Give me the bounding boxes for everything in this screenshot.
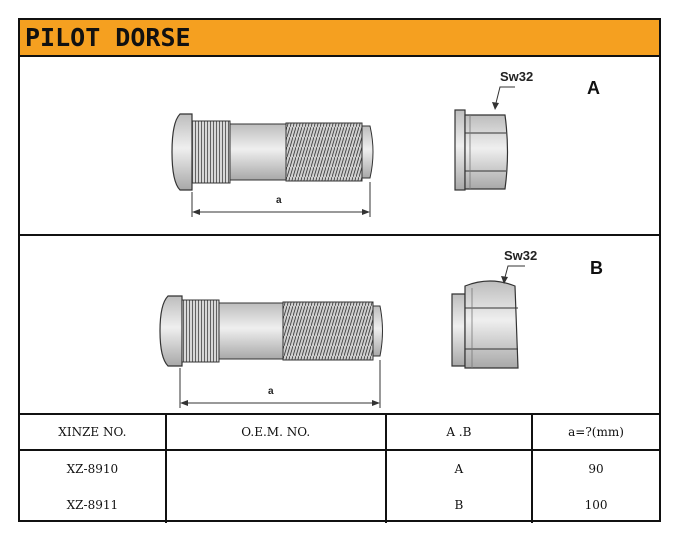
header-type: A .B [386,415,532,450]
header-length: a=?(mm) [532,415,659,450]
drawing-panel-a [20,57,659,236]
drawing-panel-b [20,236,659,415]
cell-type: A [386,450,532,487]
product-sheet [18,18,661,522]
nut-size-label-b: Sw32 [504,248,538,263]
cell-oem-no [166,487,386,523]
table-row [20,487,659,523]
cell-length: 100 [584,498,608,512]
table-row [20,450,659,487]
header-xinze-no: XINZE NO. [20,415,166,450]
variant-letter-a: A [587,78,600,98]
header-oem-no: O.E.M. NO. [166,415,386,450]
variant-letter-b: B [590,258,603,278]
dimension-label-a: a [276,195,282,206]
cell-type: B [386,487,532,523]
bolt-drawing-b [20,236,659,413]
nut-size-label-a: Sw32 [500,69,534,84]
dimension-label-b: a [268,386,274,397]
spec-table [20,415,659,523]
cell-xinze-no: XZ-8910 [20,450,166,487]
cell-length: 90 [588,462,604,476]
title-bar [20,20,659,57]
page-title: PILOT DORSE [25,23,191,52]
cell-xinze-no: XZ-8911 [20,487,166,523]
cell-oem-no [166,450,386,487]
table-header-row [20,415,659,450]
bolt-drawing-a [20,57,659,234]
